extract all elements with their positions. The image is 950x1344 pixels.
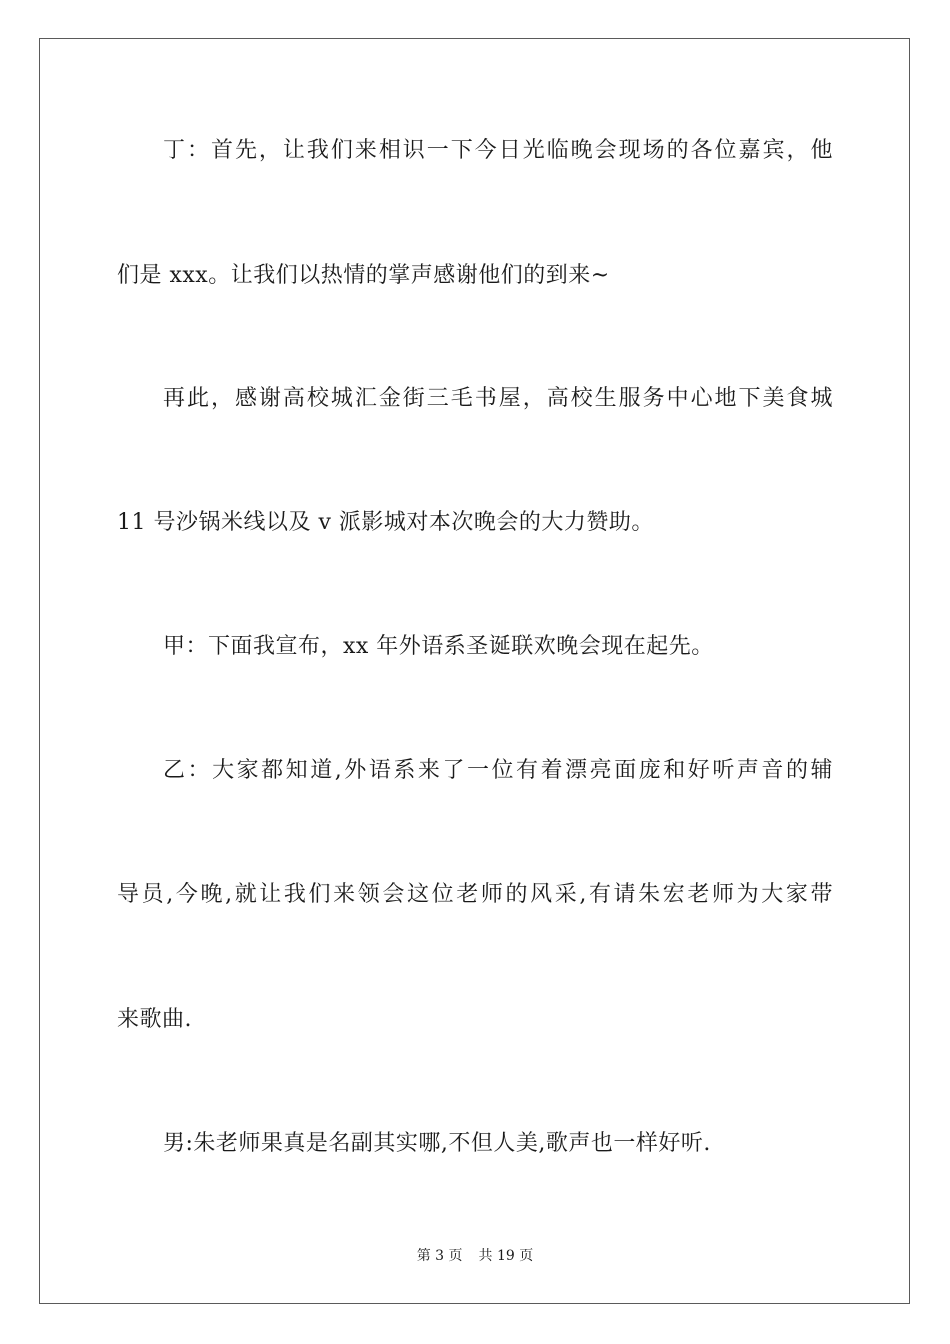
paragraph-line: 乙：大家都知道,外语系来了一位有着漂亮面庞和好听声音的辅 <box>163 758 833 783</box>
paragraph-line: 丁：首先，让我们来相识一下今日光临晚会现场的各位嘉宾，他 <box>163 138 833 163</box>
paragraph-line: 再此，感谢高校城汇金街三毛书屋，高校生服务中心地下美食城 <box>163 386 833 411</box>
page-number: 第 3 页 <box>416 1248 463 1264</box>
page-footer <box>0 1246 950 1266</box>
page-border <box>39 38 910 1304</box>
page-total: 共 19 页 <box>478 1248 534 1264</box>
paragraph-line: 导员,今晚,就让我们来领会这位老师的风采,有请朱宏老师为大家带 <box>117 882 833 907</box>
paragraph-line: 来歌曲. <box>117 1007 192 1032</box>
paragraph-line: 们是 xxx。让我们以热情的掌声感谢他们的到来~ <box>117 263 610 288</box>
paragraph-line: 甲：下面我宣布，xx 年外语系圣诞联欢晚会现在起先。 <box>163 634 714 659</box>
paragraph-line: 男:朱老师果真是名副其实哪,不但人美,歌声也一样好听. <box>163 1131 711 1156</box>
paragraph-line: 11 号沙锅米线以及 v 派影城对本次晚会的大力赞助。 <box>117 510 654 535</box>
